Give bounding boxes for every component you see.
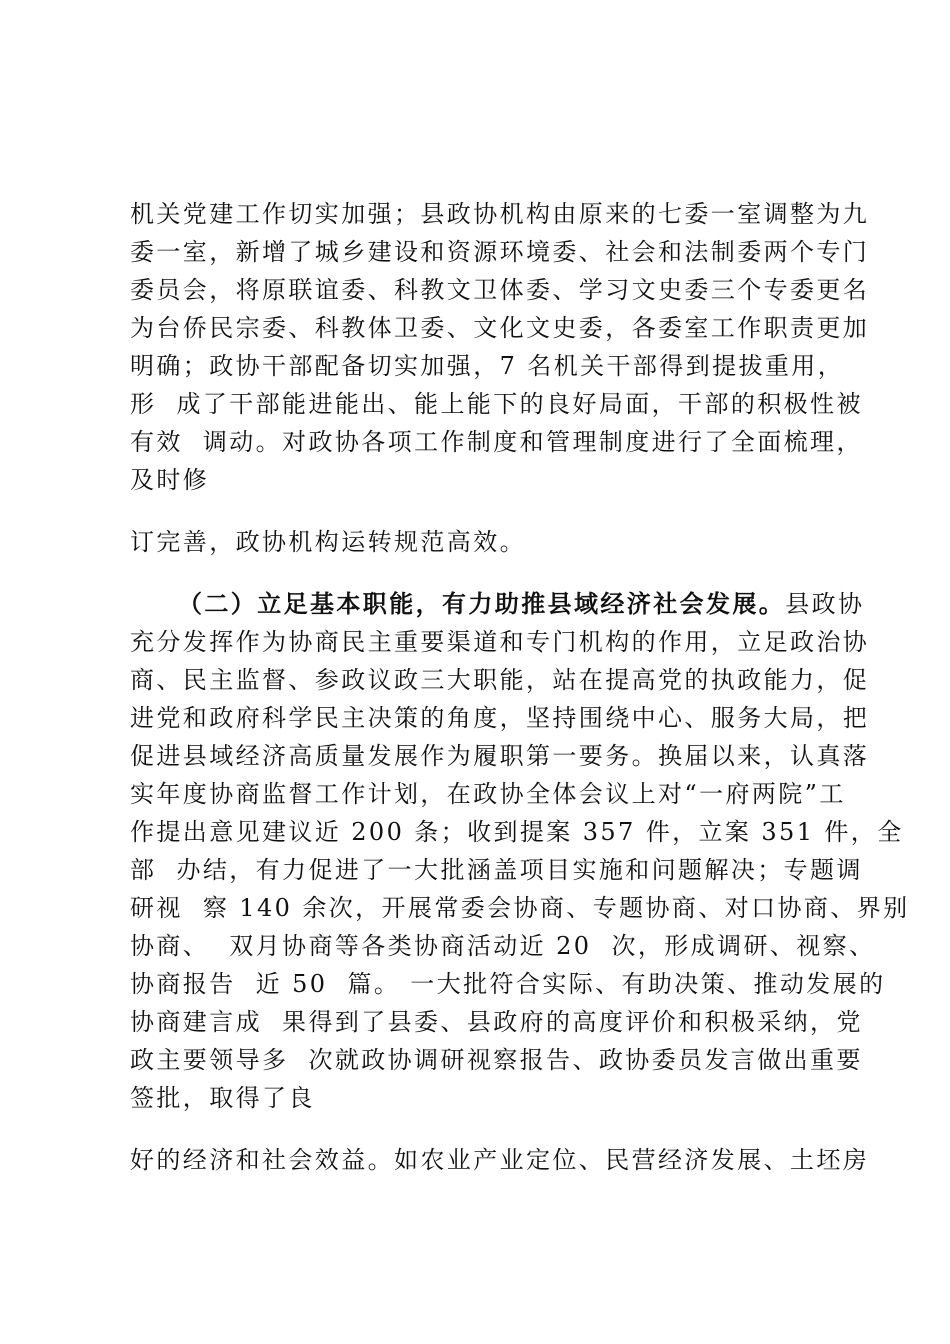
text-line: 及时修: [130, 466, 210, 494]
text-line: 作提出意见建议近 200 条；收到提案 357 件，立案 351 件，全: [130, 818, 904, 846]
text-run: 县政协: [785, 590, 865, 618]
text-line: 明确；政协干部配备切实加强，7 名机关干部得到提拔重用，: [130, 352, 845, 380]
text-line: 政主要领导多 次就政协调研视察报告、政协委员发言做出重要: [130, 1046, 863, 1074]
text-line: 协商报告 近 50 篇。 一大批符合实际、有助决策、推动发展的: [130, 970, 886, 998]
text-line: 委员会，将原联谊委、科教文卫体委、学习文史委三个专委更名: [130, 276, 870, 304]
text-line: 有效 调动。对政协各项工作制度和管理制度进行了全面梳理，: [130, 428, 863, 456]
text-line: 委一室，新增了城乡建设和资源环境委、社会和法制委两个专门: [130, 238, 870, 266]
section-heading: （二）立足基本职能，有力助推县域经济社会发展。: [178, 589, 786, 618]
text-line: 机关党建工作切实加强；县政协机构由原来的七委一室调整为九: [130, 200, 870, 228]
text-line: 充分发挥作为协商民主重要渠道和专门机构的作用，立足政治协: [130, 628, 870, 656]
text-line: 实年度协商监督工作计划，在政协全体会议上对“一府两院”工: [130, 780, 846, 808]
text-line: 签批，取得了良: [130, 1084, 315, 1112]
paragraph-first-line: [178, 586, 865, 622]
text-line: 形 成了干部能进能出、能上能下的良好局面，干部的积极性被: [130, 390, 863, 418]
text-line: 商、民主监督、参政议政三大职能，站在提高党的执政能力，促: [130, 666, 870, 694]
text-line: 好的经济和社会效益。如农业产业定位、民营经济发展、土坯房: [130, 1146, 870, 1174]
text-line: 部 办结，有力促进了一大批涵盖项目实施和问题解决；专题调: [130, 856, 863, 884]
text-line: 研视 察 140 余次，开展常委会协商、专题协商、对口协商、界别: [130, 894, 910, 922]
text-line: 协商、 双月协商等各类协商活动近 20 次，形成调研、视察、: [130, 932, 876, 960]
text-line: 进党和政府科学民主决策的角度，坚持围绕中心、服务大局，把: [130, 704, 870, 732]
text-line: 促进县域经济高质量发展作为履职第一要务。换届以来，认真落: [130, 742, 870, 770]
text-line: 为台侨民宗委、科教体卫委、文化文史委，各委室工作职责更加: [130, 314, 870, 342]
text-line: 订完善，政协机构运转规范高效。: [130, 528, 526, 556]
text-line: 协商建言成 果得到了县委、县政府的高度评价和积极采纳，党: [130, 1008, 863, 1036]
